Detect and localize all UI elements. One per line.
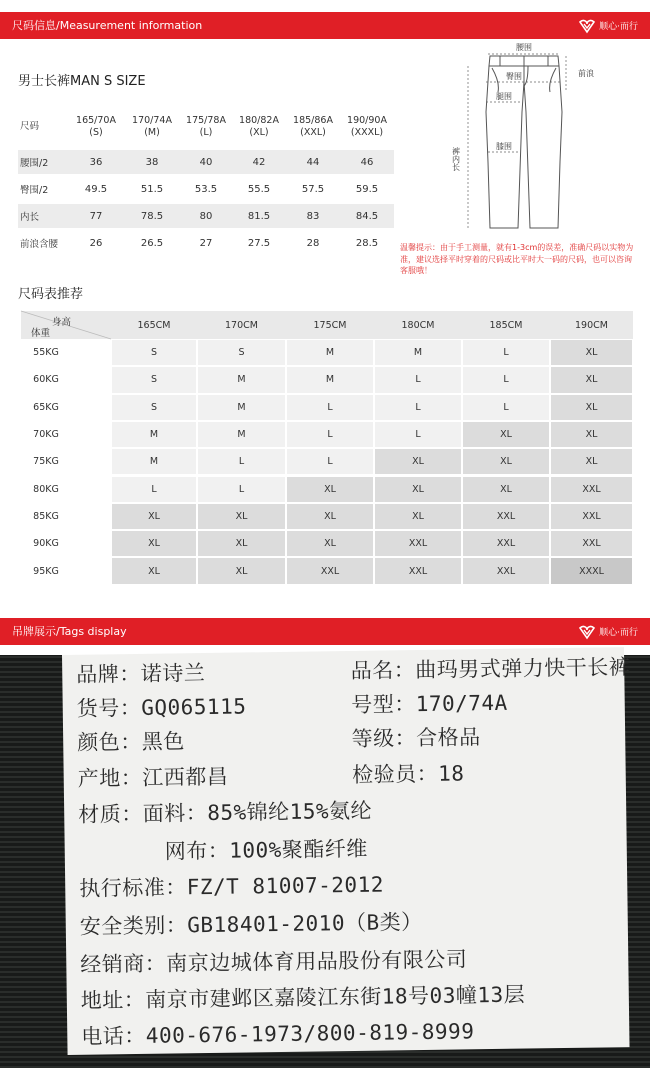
table-cell: 36 <box>68 150 124 174</box>
recommend-corner-cell <box>21 311 111 339</box>
size-cell: XL <box>198 531 285 556</box>
table-cell: 51.5 <box>140 183 164 195</box>
inseam-label: 裤内长 <box>451 147 461 171</box>
size-cell: XL <box>112 504 196 529</box>
tag-line <box>81 1015 474 1050</box>
tag-key: 号型： <box>351 692 416 717</box>
table-cell: 44 <box>286 150 340 174</box>
weight-row-label: 60KG <box>33 374 59 386</box>
size-cell: M <box>287 367 373 392</box>
size-cell: XL <box>287 531 373 556</box>
size-cell: S <box>112 340 196 365</box>
tag-value: 170/74A <box>415 690 508 717</box>
knee-label: 膝围 <box>496 142 512 151</box>
tag-line <box>80 943 467 978</box>
table-cell: 57.5 <box>301 183 325 195</box>
table-cell: 59.5 <box>355 183 379 195</box>
size-cell: S <box>112 367 196 392</box>
row-label: 臀围/2 <box>20 185 49 196</box>
size-cell: M <box>198 422 285 447</box>
warm-note: 温馨提示：由于手工测量，就有1-3cm的误差，准确尺码以实物为准，建议选择平时穿着的尺码或比平时大一码的尺码，也可以咨询客服哦！ <box>400 243 634 275</box>
thigh-label: 腿围 <box>496 92 512 101</box>
weight-row-label: 65KG <box>33 401 59 413</box>
size-cell: L <box>375 395 461 420</box>
tag-key: 品牌： <box>76 661 141 687</box>
table-cell: 42 <box>232 150 286 174</box>
hip-label: 臀围 <box>506 72 522 81</box>
table-cell: 83 <box>286 204 340 228</box>
table-cell: 81.5 <box>232 204 286 228</box>
tag-key: 安全类别： <box>79 913 188 939</box>
tag-key: 经销商： <box>80 951 167 977</box>
weight-row-label: 80KG <box>33 483 59 495</box>
table-cell: 38 <box>124 150 180 174</box>
measurement-row <box>18 204 394 228</box>
size-cell: XL <box>198 558 285 583</box>
tag-value: 合格品 <box>416 725 481 751</box>
table-cell: 28 <box>306 237 320 249</box>
size-cell: M <box>112 449 196 474</box>
measurement-header-bar <box>0 12 650 39</box>
measurement-row <box>18 177 394 201</box>
size-cell: XL <box>112 558 196 583</box>
tag-key: 品名： <box>350 658 416 683</box>
table-cell: 27.5 <box>247 237 271 249</box>
product-tag <box>62 647 630 1055</box>
brand-slogan: 顺心·而行 <box>599 22 638 32</box>
size-cell: XL <box>551 340 632 365</box>
row-label: 前浪含腰 <box>20 239 59 250</box>
size-cell: XXL <box>463 531 549 556</box>
tag-line <box>165 833 368 866</box>
size-cell: XL <box>112 531 196 556</box>
tag-key: 货号： <box>76 695 142 721</box>
size-col-header: 180/82A (XL) <box>239 115 279 138</box>
size-cell: L <box>112 477 196 502</box>
size-cell: L <box>287 395 373 420</box>
size-cell: XL <box>287 504 373 529</box>
waist-label: 腰围 <box>516 43 532 52</box>
measurement-header-row <box>18 107 394 147</box>
row-label: 腰围/2 <box>18 150 68 174</box>
tags-header-title: 吊牌展示/Tags display <box>12 625 127 638</box>
tag-value: 网布：100%聚酯纤维 <box>164 836 368 864</box>
measurement-row <box>18 231 394 255</box>
corner-height-label: 身高 <box>51 317 71 328</box>
tag-value: 400-676-1973/800-819-8999 <box>145 1019 475 1048</box>
tag-value: 诺诗兰 <box>140 661 206 686</box>
size-col-header: 165/70A (S) <box>76 115 116 138</box>
table-cell: 78.5 <box>124 204 180 228</box>
tag-line <box>78 795 372 829</box>
weight-row-label: 75KG <box>33 456 59 468</box>
size-cell: XL <box>551 395 632 420</box>
size-header-label: 尺码 <box>20 121 40 132</box>
brand-mark <box>579 18 638 33</box>
tag-value: FZ/T 81007-2012 <box>186 872 385 900</box>
size-cell: M <box>375 340 461 365</box>
table-cell: 77 <box>68 204 124 228</box>
size-cell: XL <box>551 367 632 392</box>
table-cell: 26 <box>89 237 103 249</box>
table-cell: 55.5 <box>247 183 271 195</box>
weight-row-label: 95KG <box>33 565 59 577</box>
tags-header-bar <box>0 618 650 645</box>
tag-key: 执行标准： <box>79 875 187 901</box>
size-cell: M <box>198 395 285 420</box>
tag-key: 颜色： <box>77 729 142 755</box>
brand-logo-icon <box>579 19 595 33</box>
size-cell: M <box>287 340 373 365</box>
size-section-title: 男士长裤MAN S SIZE <box>18 74 146 89</box>
tag-key: 检验员： <box>352 761 439 787</box>
tag-value: GQ065115 <box>141 694 247 720</box>
front-rise-label: 前浪 <box>578 69 594 78</box>
size-cell: L <box>287 449 373 474</box>
tag-key: 产地： <box>77 765 143 791</box>
tag-line <box>80 906 423 941</box>
brand-mark <box>579 624 638 639</box>
weight-row-label: 85KG <box>33 510 59 522</box>
size-cell: XL <box>375 477 461 502</box>
tag-value: 面料：85%锦纶15%氨纶 <box>142 798 373 826</box>
size-cell: S <box>112 395 196 420</box>
size-col-header: 175/78A (L) <box>186 115 226 138</box>
tag-key: 等级： <box>351 726 417 751</box>
tag-line <box>79 869 384 903</box>
height-col-header: 170CM <box>225 319 258 331</box>
weight-row-label: 90KG <box>33 538 59 550</box>
size-cell: XXL <box>463 504 549 529</box>
weight-row-label: 70KG <box>33 429 59 441</box>
tag-value: 南京市建邺区嘉陵江东街18号03幢13层 <box>145 982 526 1012</box>
size-col-header: 190/90A (XXXL) <box>347 115 387 138</box>
tag-line <box>77 687 508 723</box>
table-cell: 46 <box>340 150 394 174</box>
size-cell: L <box>375 422 461 447</box>
size-cell: XXL <box>375 531 461 556</box>
tag-key: 材质： <box>78 801 143 827</box>
size-cell: XL <box>551 449 632 474</box>
size-cell: XL <box>287 477 373 502</box>
measurement-header-title: 尺码信息/Measurement information <box>12 19 203 32</box>
size-cell: L <box>198 449 285 474</box>
table-cell: 26.5 <box>140 237 164 249</box>
tag-value: 江西都昌 <box>142 764 229 790</box>
tag-value: GB18401-2010（B类） <box>187 909 423 938</box>
size-col-header: 185/86A (XXL) <box>293 115 333 138</box>
size-cell: XXL <box>551 504 632 529</box>
size-cell: L <box>463 367 549 392</box>
tag-value: 黑色 <box>141 729 185 754</box>
row-label: 内长 <box>18 204 68 228</box>
size-cell: S <box>198 340 285 365</box>
height-col-header: 185CM <box>489 319 523 331</box>
size-cell: M <box>112 422 196 447</box>
tag-line <box>78 757 465 792</box>
table-cell: 27 <box>199 237 213 249</box>
size-cell: XL <box>463 477 549 502</box>
tag-key: 电话： <box>81 1023 146 1049</box>
size-col-header: 170/74A (M) <box>132 115 172 138</box>
tag-value: 18 <box>438 761 465 786</box>
size-cell: XXL <box>375 558 461 583</box>
table-cell: 49.5 <box>84 183 108 195</box>
corner-weight-label: 体重 <box>31 328 51 339</box>
size-cell: L <box>375 367 461 392</box>
measurement-row <box>18 150 394 174</box>
height-col-header: 175CM <box>313 319 347 331</box>
size-cell: M <box>198 367 285 392</box>
size-cell: XL <box>551 422 632 447</box>
table-cell: 28.5 <box>355 237 379 249</box>
table-cell: 84.5 <box>340 204 394 228</box>
size-cell: XL <box>375 504 461 529</box>
height-col-header: 180CM <box>401 319 435 331</box>
table-cell: 80 <box>180 204 232 228</box>
tag-line <box>81 979 526 1015</box>
tag-line <box>76 651 630 689</box>
size-cell: L <box>463 340 549 365</box>
height-col-header: 165CM <box>137 319 171 331</box>
measurement-table <box>18 104 394 258</box>
size-cell: XL <box>463 449 549 474</box>
brand-slogan: 顺心·而行 <box>599 628 638 638</box>
brand-logo-icon <box>579 625 595 639</box>
size-cell: XL <box>375 449 461 474</box>
recommend-title: 尺码表推荐 <box>18 287 84 302</box>
tag-key: 地址： <box>80 987 146 1013</box>
weight-row-label: 55KG <box>33 347 59 359</box>
size-cell: L <box>463 395 549 420</box>
size-cell: XXL <box>551 477 632 502</box>
table-cell: 40 <box>180 150 232 174</box>
size-cell: XL <box>463 422 549 447</box>
size-cell: XL <box>198 504 285 529</box>
tag-value: 曲玛男式弹力快干长裤 <box>415 655 631 683</box>
tag-value: 南京边城体育用品股份有限公司 <box>166 947 468 976</box>
pants-diagram <box>428 43 624 236</box>
height-col-header: 190CM <box>575 319 608 331</box>
size-cell: XXL <box>551 531 632 556</box>
size-cell: L <box>287 422 373 447</box>
size-cell: XXL <box>463 558 549 583</box>
size-cell: XXXL <box>551 558 632 583</box>
tag-line <box>77 721 481 757</box>
table-cell: 53.5 <box>194 183 218 195</box>
size-cell: L <box>198 477 285 502</box>
size-cell: XXL <box>287 558 373 583</box>
